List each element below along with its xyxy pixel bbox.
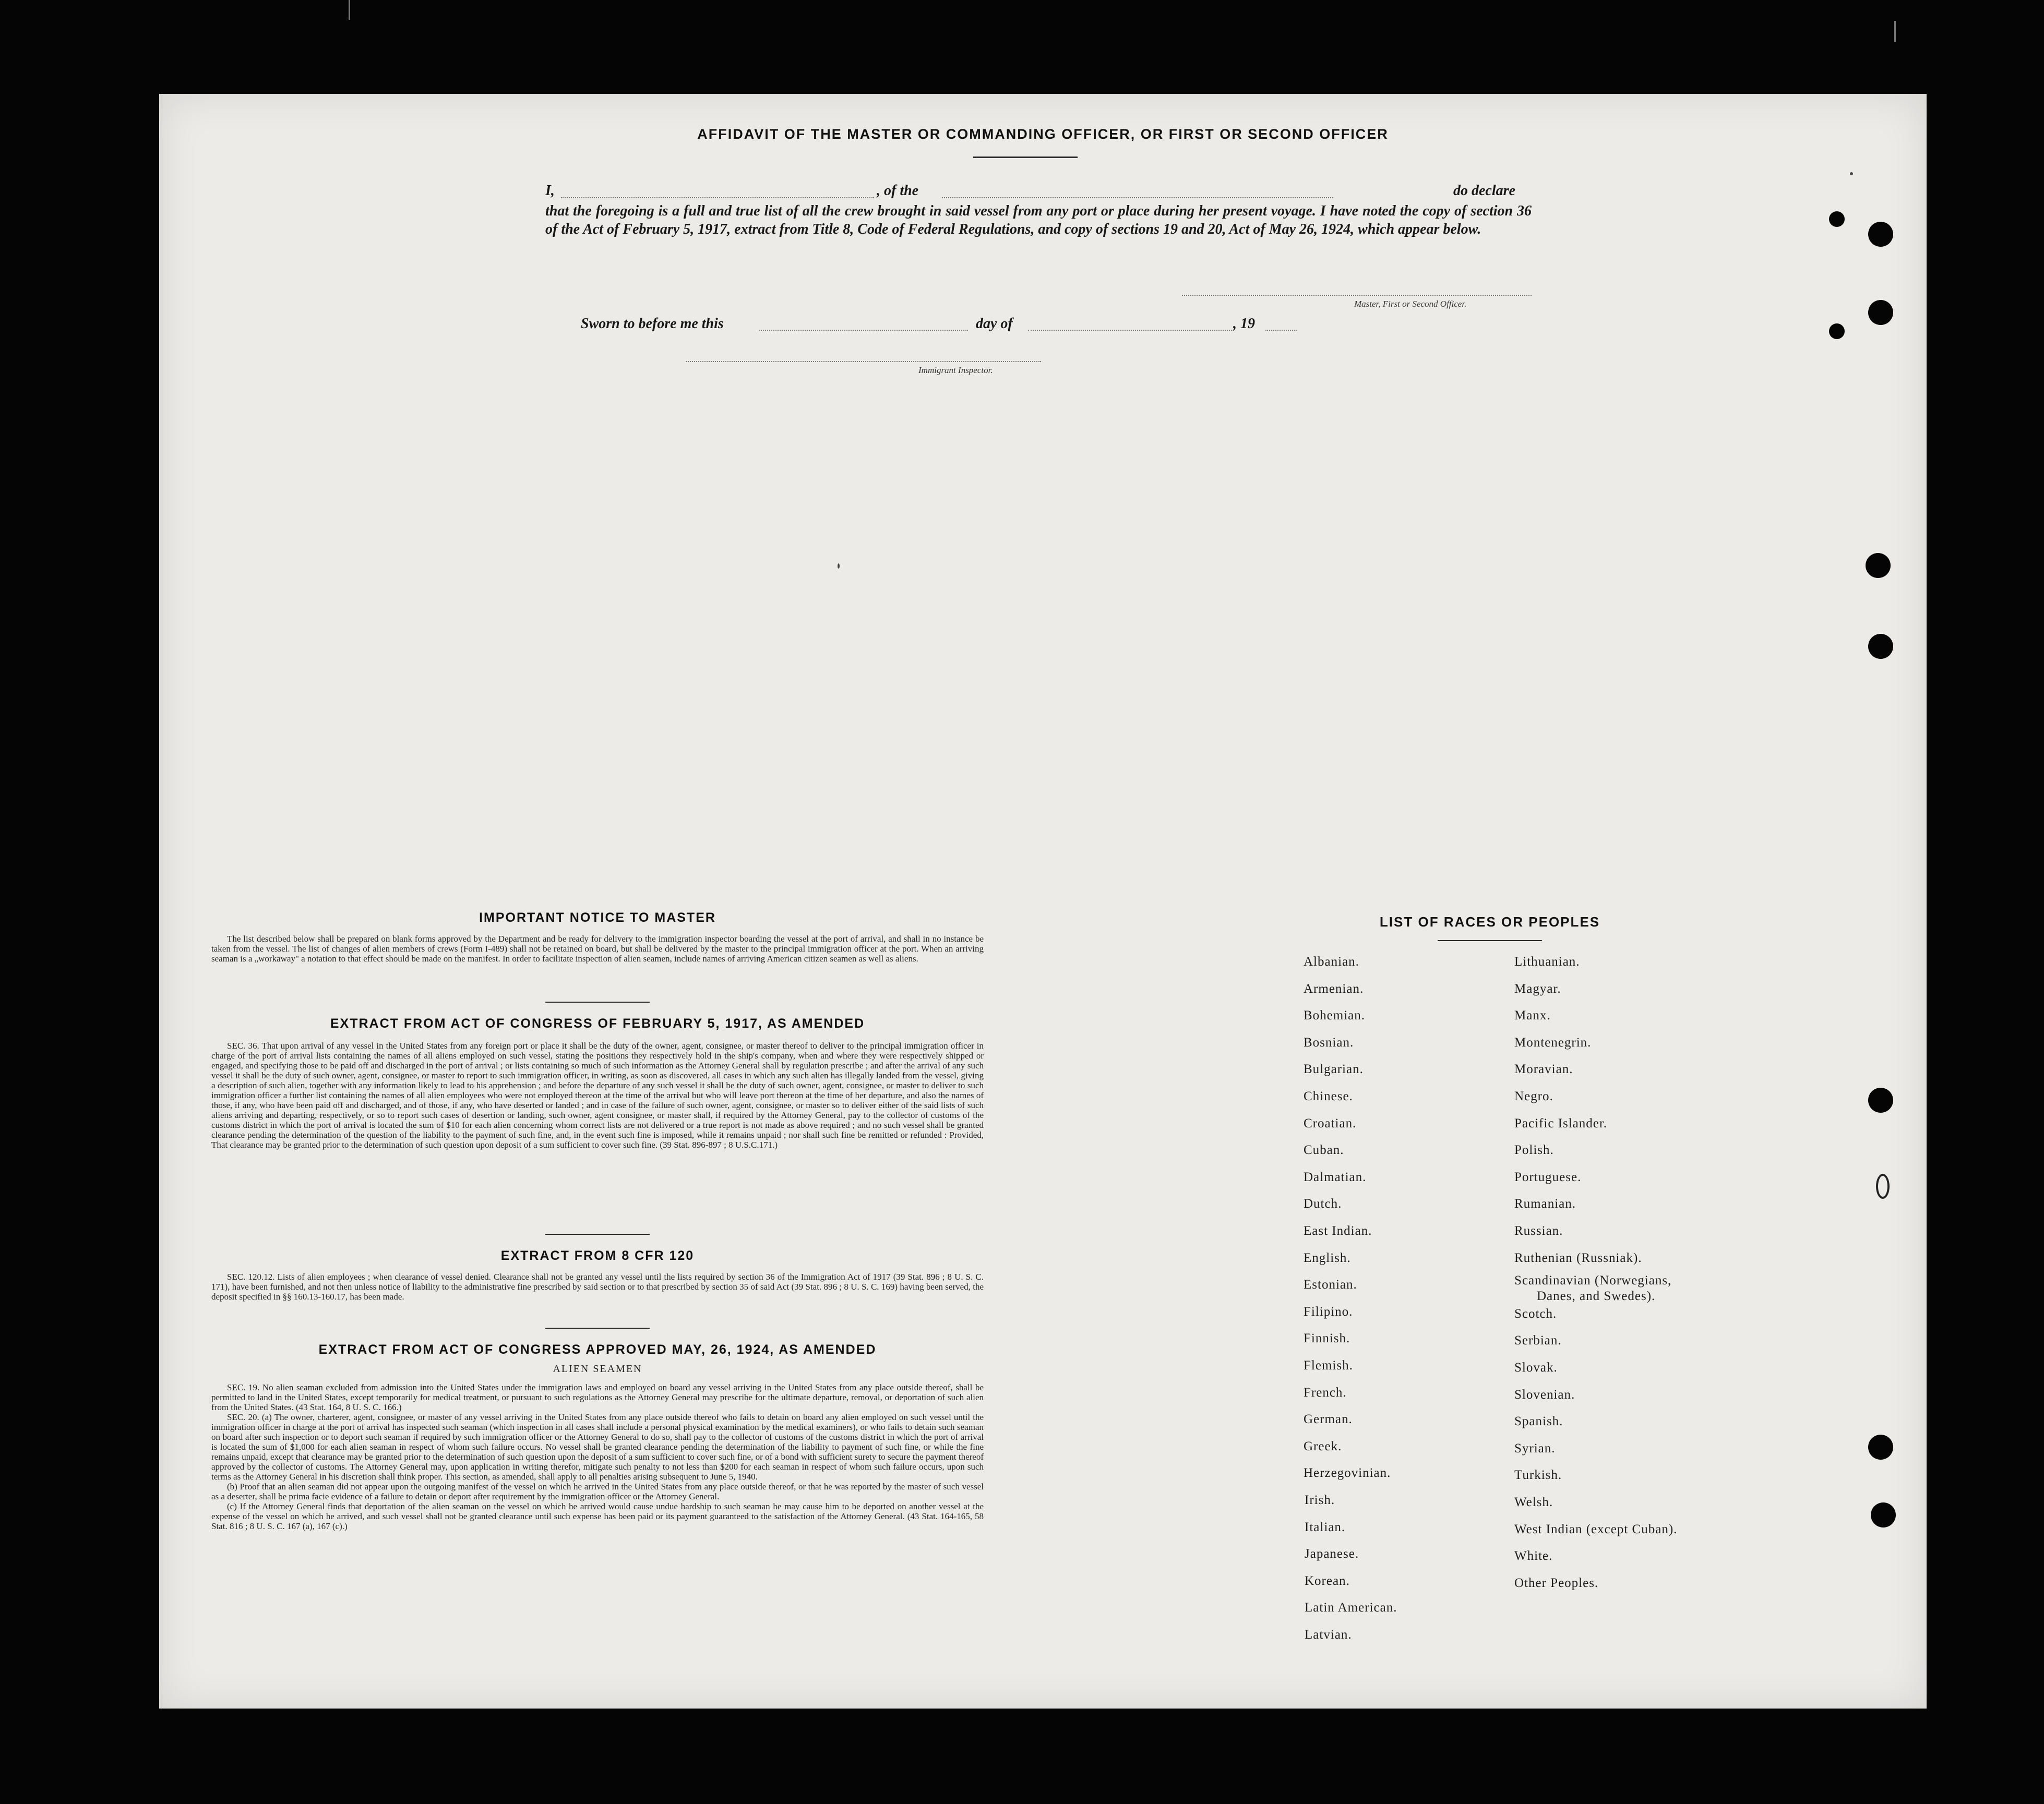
vessel-field-line[interactable]: [942, 197, 1333, 198]
extract-1924-paragraph: (c) If the Attorney General finds that deportation of the alien seaman on the vessel on which he arrived would cause undue hardship to such seaman he may cause him to be deported on another vessel at the expense of the vessel on which he arrived, and such vessel shall not be granted clearance until such expense has been paid or its payment guaranteed to the satisfaction of the Attorney General. (43 Stat. 164-165, 58 Stat. 816 ; 8 U. S. C. 167 (a), 167 (c).): [211, 1501, 984, 1531]
race-item: Irish.: [1305, 1493, 1335, 1507]
punch-hole: [1829, 211, 1845, 227]
punch-hole: [1868, 1088, 1893, 1113]
race-item: Danes, and Swedes).: [1537, 1289, 1656, 1303]
race-item: Other Peoples.: [1514, 1576, 1599, 1590]
punch-hole: [1871, 1502, 1896, 1528]
speck: [838, 563, 840, 569]
race-item: English.: [1304, 1251, 1351, 1265]
extract-cfr-title: EXTRACT FROM 8 CFR 120: [500, 1248, 695, 1263]
race-item: White.: [1514, 1549, 1553, 1563]
inspector-caption: Immigrant Inspector.: [918, 365, 993, 375]
races-title-underline: [1438, 940, 1542, 941]
race-item: Lithuanian.: [1514, 955, 1580, 969]
alien-seamen-subtitle: ALIEN SEAMEN: [553, 1363, 642, 1375]
extract-1924-paragraph: (b) Proof that an alien seaman did not appear upon the outgoing manifest of the vessel on which he arrived in the United States from any place outside thereof, or that he was reported by the master of such vessel as a deserter, shall be prima facie evidence of a failure to detain or deport after requirement by the immigration officer or the Attorney General.: [211, 1482, 984, 1501]
punch-hole: [1868, 300, 1893, 325]
race-item: French.: [1304, 1386, 1347, 1400]
race-item: Flemish.: [1304, 1358, 1353, 1373]
race-item: Bulgarian.: [1304, 1062, 1364, 1076]
race-item: Finnish.: [1304, 1331, 1350, 1345]
extract-1924-paragraph: SEC. 19. No alien seaman excluded from admission into the United States under the immigration laws and employed on board any vessel arriving in the United States from any place outside thereof, shall be permitted to land in the United States, except temporarily for medical treatment, or pursuant to such regulations as the Attorney General may prescribe for the ultimate departure, removal, or deportation of such alien from the United States. (43 Stat. 164, 8 U. S. C. 166.): [211, 1382, 984, 1412]
race-item: Greek.: [1304, 1439, 1342, 1453]
inspector-signature-line[interactable]: [686, 361, 1041, 362]
year-line[interactable]: [1265, 330, 1297, 331]
affidavit-i-label: I,: [545, 183, 555, 199]
punch-hole: [1868, 634, 1893, 659]
master-signature-caption: Master, First or Second Officer.: [1354, 299, 1467, 309]
affidavit-title: AFFIDAVIT OF THE MASTER OR COMMANDING OFFICER, OR FIRST OR SECOND OFFICER: [697, 126, 1389, 142]
notice-paragraph: The list described below shall be prepared on blank forms approved by the Department and be ready for delivery to the immigration inspector boarding the vessel at the port of arrival, and shall in no instance be taken from the vessel. The list of changes of alien members of crews (Form I-489) shall not be retained on board, but shall be delivered by the master to the principal immigration officer at the port. When an arriving seaman is a „workaway" a notation to that effect should be made on the manifest. In order to facilitate inspection of alien seamen, include names of arriving American citizen seamen as well as aliens.: [211, 934, 984, 964]
race-item: German.: [1304, 1412, 1353, 1426]
speck: [1850, 172, 1853, 175]
race-item: Pacific Islander.: [1514, 1116, 1608, 1130]
notice-text: [211, 934, 984, 964]
race-item: Negro.: [1514, 1089, 1553, 1103]
extract-1917-paragraph: SEC. 36. That upon arrival of any vessel in the United States from any foreign port or place it shall be the duty of the owner, agent, consignee, or master thereof to deliver to the principal immigration officer in charge of the port of arrival lists containing the names of all aliens employed on such vessel, stating the positions they respectively hold in the ship's company, when and where they were respectively shipped or engaged, and specifying those to be paid off and discharged in the port of arrival ; or lists containing so much of such information as the Attorney General shall by regulation prescribe ; and after the arrival of any such vessel it shall be the duty of such owner, agent, consignee, or master to report to such immigration officer, in writing, as soon as discovered, all cases in which any such alien has illegally landed from the vessel, giving a description of such alien, together with any information likely to lead to his apprehension ; and before the departure of any such vessel it shall be the duty of such owner, agent, consignee, or master to deliver to such immigration officer a further list containing the names of all alien employees who were not employed thereon at the time of the arrival but who will leave port thereon at the time of her departure, and also the names of those, if any, who have been paid off and discharged, and of those, if any, who have deserted or landed ; and in case of the failure of such owner, agent, consignee, or master so to deliver either of the said lists of such aliens arriving and departing, respectively, or so to report such cases of desertion or landing, such owner, agent consignee, or master shall, if required by the Attorney General, pay to the collector of customs of the customs district in which the port of arrival is located the sum of $10 for each alien concerning whom correct lists are not delivered or a true report is not made as above required ; and no such vessel shall be granted clearance pending the determination of the question of the liability to the payment of such fine, and, in the event such fine is imposed, while it remains unpaid ; nor shall such fine be remitted or refunded : Provided, That clearance may be granted prior to the determination of such question upon deposit of a sum sufficient to cover such fine. (39 Stat. 896-897 ; 8 U.S.C.171.): [211, 1041, 984, 1150]
year-label: , 19: [1233, 316, 1255, 332]
race-item: Bosnian.: [1304, 1036, 1354, 1050]
race-item: Syrian.: [1514, 1441, 1556, 1456]
race-item: Manx.: [1514, 1008, 1551, 1023]
race-item: Scotch.: [1514, 1307, 1557, 1321]
race-item: Montenegrin.: [1514, 1036, 1592, 1050]
punch-hole: [1829, 323, 1845, 339]
race-item: Serbian.: [1514, 1333, 1562, 1348]
race-item: Albanian.: [1304, 955, 1359, 969]
punch-hole: [1868, 222, 1893, 247]
document-page: [159, 94, 1927, 1709]
race-item: Portuguese.: [1514, 1170, 1582, 1184]
race-item: Polish.: [1514, 1143, 1554, 1157]
race-item: Turkish.: [1514, 1468, 1562, 1482]
race-item: Japanese.: [1305, 1547, 1359, 1561]
divider: [545, 1234, 650, 1235]
race-item: Scandinavian (Norwegians,: [1514, 1273, 1672, 1288]
extract-1924-title: EXTRACT FROM ACT OF CONGRESS APPROVED MAY, 26, 1924, AS AMENDED: [318, 1342, 877, 1357]
race-item: Croatian.: [1304, 1116, 1357, 1130]
race-item: Slovenian.: [1514, 1388, 1575, 1402]
extract-1924-text: [211, 1382, 984, 1531]
race-item: Estonian.: [1304, 1278, 1357, 1292]
race-item: Dalmatian.: [1304, 1170, 1367, 1184]
race-item: Latin American.: [1305, 1601, 1397, 1615]
punch-hole: [1866, 553, 1891, 578]
race-item: Welsh.: [1514, 1495, 1553, 1509]
race-item: Magyar.: [1514, 982, 1561, 996]
race-item: Italian.: [1305, 1520, 1346, 1534]
race-item: Herzegovinian.: [1304, 1466, 1391, 1480]
day-of-label: day of: [976, 316, 1013, 332]
race-item: Ruthenian (Russniak).: [1514, 1251, 1642, 1265]
affidavit-do-declare: do declare: [1453, 183, 1515, 199]
race-item: Bohemian.: [1304, 1008, 1366, 1023]
race-item: Filipino.: [1304, 1305, 1353, 1319]
divider: [545, 1328, 650, 1329]
race-item: Moravian.: [1514, 1062, 1573, 1076]
race-item: Rumanian.: [1514, 1197, 1576, 1211]
sworn-day-line[interactable]: [759, 330, 968, 331]
extract-1917-text: [211, 1041, 984, 1150]
race-item: Chinese.: [1304, 1089, 1353, 1103]
race-item: Korean.: [1305, 1574, 1350, 1588]
frame-mark: [349, 0, 350, 20]
notice-title: IMPORTANT NOTICE TO MASTER: [479, 910, 716, 925]
race-item: Slovak.: [1514, 1361, 1558, 1375]
name-field-line[interactable]: [561, 197, 874, 198]
sworn-month-line[interactable]: [1028, 330, 1234, 331]
race-item: Spanish.: [1514, 1414, 1563, 1428]
divider: [545, 1002, 650, 1003]
race-item: Russian.: [1514, 1224, 1563, 1238]
master-signature-line[interactable]: [1182, 295, 1532, 296]
speck: [1876, 1174, 1890, 1199]
race-item: East Indian.: [1304, 1224, 1372, 1238]
extract-cfr-paragraph: SEC. 120.12. Lists of alien employees ; when clearance of vessel denied. Clearance shall not be granted any vessel until the lists required by section 36 of the Immigration Act of 1917 (39 Stat. 896 ; 8 U. S. C. 171), have been furnished, and not then unless notice of liability to the administrative fine prescribed by said section or to that prescribed by section 35 of said Act (39 Stat. 896 ; 8 U. S. C. 169) having been served, the deposit specified in §§ 160.13-160.17, has been made.: [211, 1272, 984, 1302]
extract-1917-title: EXTRACT FROM ACT OF CONGRESS OF FEBRUARY 5, 1917, AS AMENDED: [330, 1016, 865, 1031]
title-underline: [973, 157, 1078, 158]
extract-cfr-text: [211, 1272, 984, 1302]
race-item: Armenian.: [1304, 982, 1364, 996]
frame-mark: [1894, 21, 1896, 42]
race-item: Latvian.: [1305, 1628, 1352, 1642]
race-item: Cuban.: [1304, 1143, 1344, 1157]
races-title: LIST OF RACES OR PEOPLES: [1379, 914, 1600, 930]
extract-1924-paragraph: SEC. 20. (a) The owner, charterer, agent, consignee, or master of any vessel arriving in the United States from any place outside thereof who fails to detain on board any alien employed on such vessel until the immigration officer in charge at the port of arrival has inspected such seaman (which inspection in all cases shall include a personal physical examination by the medical examiners), or who fails to detain such seaman on board after such inspection or to deport such seaman if required by such immigration officer or the Attorney General to do so, shall pay to the collector of customs of the customs district in which the port of arrival is located the sum of $1,000 for each alien seaman in respect of whom such failure occurs. No vessel shall be granted clearance pending the determination of the liability to payment of such fine, or while the fine remains unpaid, except that clearance may be granted prior to the determination of such question upon the deposit of a sum sufficient to cover such fine, or of a bond with sufficient surety to secure the payment thereof approved by the collector of customs. The Attorney General may, upon application in writing therefor, mitigate such penalty to not less than $200 for each seaman in respect of whom such failure occurs, upon such terms as the Attorney General in his discretion shall think proper. This section, as amended, shall apply to all penalties arising subsequent to June 5, 1940.: [211, 1412, 984, 1482]
race-item: Dutch.: [1304, 1197, 1342, 1211]
affidavit-of-the-label: , of the: [877, 183, 919, 199]
affidavit-body: that the foregoing is a full and true list of all the crew brought in said vessel from any port or place during her present voyage. I have noted the copy of section 36 of the Act of February 5, 1917, extract from Title 8, Code of Federal Regulations, and copy of sections 19 and 20, Act of May 26, 1924, which appear below.: [545, 203, 1532, 237]
sworn-label: Sworn to before me this: [581, 316, 724, 332]
race-item: West Indian (except Cuban).: [1514, 1522, 1678, 1536]
punch-hole: [1868, 1435, 1893, 1460]
